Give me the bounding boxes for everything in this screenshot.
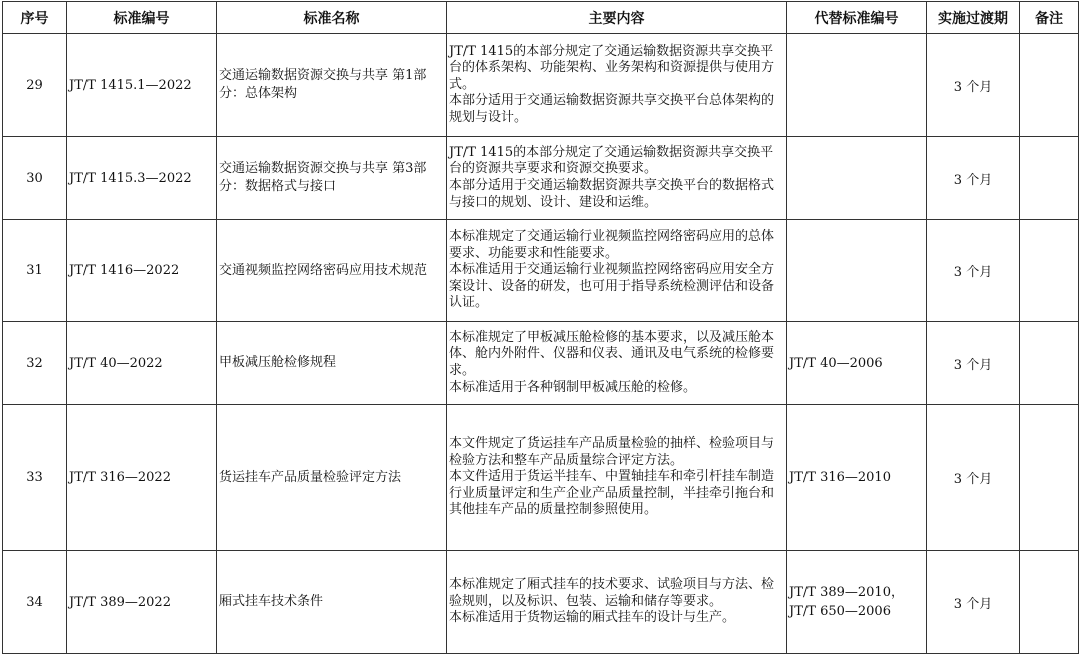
content-scope: JT/T 1415的本部分规定了交通运输数据资源共享交换平台的体系架构、功能架构、业务架构和资源提供与使用方式。 <box>449 43 775 92</box>
remarks <box>1020 34 1079 137</box>
replaced-code: JT/T 389—2010， JT/T 650—2006 <box>787 551 927 654</box>
main-content <box>447 322 787 405</box>
replaced-code <box>787 34 927 137</box>
serial-number: 29 <box>3 34 67 137</box>
header-serial: 序号 <box>3 2 67 34</box>
remarks <box>1020 220 1079 322</box>
content-applicability: 本标准适用于交通运输行业视频监控网络密码应用安全方案设计、设备的研发，也可用于指导系统检测评估和设备认证。 <box>449 262 775 311</box>
serial-number: 32 <box>3 322 67 405</box>
content-applicability: 本部分适用于交通运输数据资源共享交换平台总体架构的规划与设计。 <box>449 93 775 125</box>
serial-number: 31 <box>3 220 67 322</box>
transition-period: 3 个月 <box>927 34 1020 137</box>
remarks <box>1020 551 1079 654</box>
content-applicability: 本标准适用于各种钢制甲板减压舱的检修。 <box>449 379 697 395</box>
main-content <box>447 405 787 551</box>
replaced-code: JT/T 40—2006 <box>787 322 927 405</box>
replaced-code: JT/T 316—2010 <box>787 405 927 551</box>
content-scope: 本标准规定了甲板减压舱检修的基本要求，以及减压舱本体、舱内外附件、仪器和仪表、通讯及电气系统的检修要求。 <box>449 329 775 378</box>
header-replaced-code: 代替标准编号 <box>787 2 927 34</box>
standard-name: 交通运输数据资源交换与共享 第1部分：总体架构 <box>217 34 447 137</box>
header-standard-code: 标准编号 <box>67 2 217 34</box>
standard-code: JT/T 389—2022 <box>67 551 217 654</box>
main-content <box>447 137 787 220</box>
content-scope: JT/T 1415的本部分规定了交通运输数据资源共享交换平台的资源共享要求和资源交换要求。 <box>449 144 774 177</box>
content-applicability: 本标准适用于货物运输的厢式挂车的设计与生产。 <box>449 610 736 626</box>
main-content <box>447 220 787 322</box>
replaced-code <box>787 220 927 322</box>
standard-code: JT/T 1415.1—2022 <box>67 34 217 137</box>
header-remarks: 备注 <box>1020 2 1079 34</box>
serial-number: 34 <box>3 551 67 654</box>
standard-code: JT/T 1415.3—2022 <box>67 137 217 220</box>
serial-number: 33 <box>3 405 67 551</box>
header-standard-name: 标准名称 <box>217 2 447 34</box>
standard-code: JT/T 316—2022 <box>67 405 217 551</box>
transition-period: 3 个月 <box>927 220 1020 322</box>
standard-name: 交通运输数据资源交换与共享 第3部分：数据格式与接口 <box>217 137 447 220</box>
standard-name: 货运挂车产品质量检验评定方法 <box>217 405 447 551</box>
standard-name: 甲板减压舱检修规程 <box>217 322 447 405</box>
content-applicability: 本部分适用于交通运输数据资源共享交换平台的数据格式与接口的规划、设计、建设和运维。 <box>449 178 775 210</box>
standard-code: JT/T 40—2022 <box>67 322 217 405</box>
header-row <box>3 2 1079 34</box>
table-row <box>3 220 1079 322</box>
header-main-content: 主要内容 <box>447 2 787 34</box>
table-row <box>3 405 1079 551</box>
table-row <box>3 34 1079 137</box>
content-scope: 本文件规定了货运挂车产品质量检验的抽样、检验项目与检验方法和整车产品质量综合评定方法。 <box>449 436 775 468</box>
header-transition-period: 实施过渡期 <box>927 2 1020 34</box>
table-row <box>3 322 1079 405</box>
table-row <box>3 137 1079 220</box>
content-applicability: 本文件适用于货运半挂车、中置轴挂车和牵引杆挂车制造行业质量评定和生产企业产品质量控制，半挂牵引拖台和其他挂车产品的质量控制参照使用。 <box>449 469 775 518</box>
transition-period: 3 个月 <box>927 405 1020 551</box>
replaced-code <box>787 137 927 220</box>
remarks <box>1020 137 1079 220</box>
standard-name: 厢式挂车技术条件 <box>217 551 447 654</box>
main-content <box>447 551 787 654</box>
remarks <box>1020 405 1079 551</box>
standards-table <box>2 1 1079 654</box>
serial-number: 30 <box>3 137 67 220</box>
transition-period: 3 个月 <box>927 551 1020 654</box>
standard-name: 交通视频监控网络密码应用技术规范 <box>217 220 447 322</box>
remarks <box>1020 322 1079 405</box>
content-scope: 本标准规定了交通运输行业视频监控网络密码应用的总体要求、功能要求和性能要求。 <box>449 229 775 261</box>
standard-code: JT/T 1416—2022 <box>67 220 217 322</box>
transition-period: 3 个月 <box>927 322 1020 405</box>
table-row <box>3 551 1079 654</box>
content-scope: 本标准规定了厢式挂车的技术要求、试验项目与方法、检验规则，以及标识、包装、运输和储存等要求。 <box>449 577 775 609</box>
main-content <box>447 34 787 137</box>
transition-period: 3 个月 <box>927 137 1020 220</box>
